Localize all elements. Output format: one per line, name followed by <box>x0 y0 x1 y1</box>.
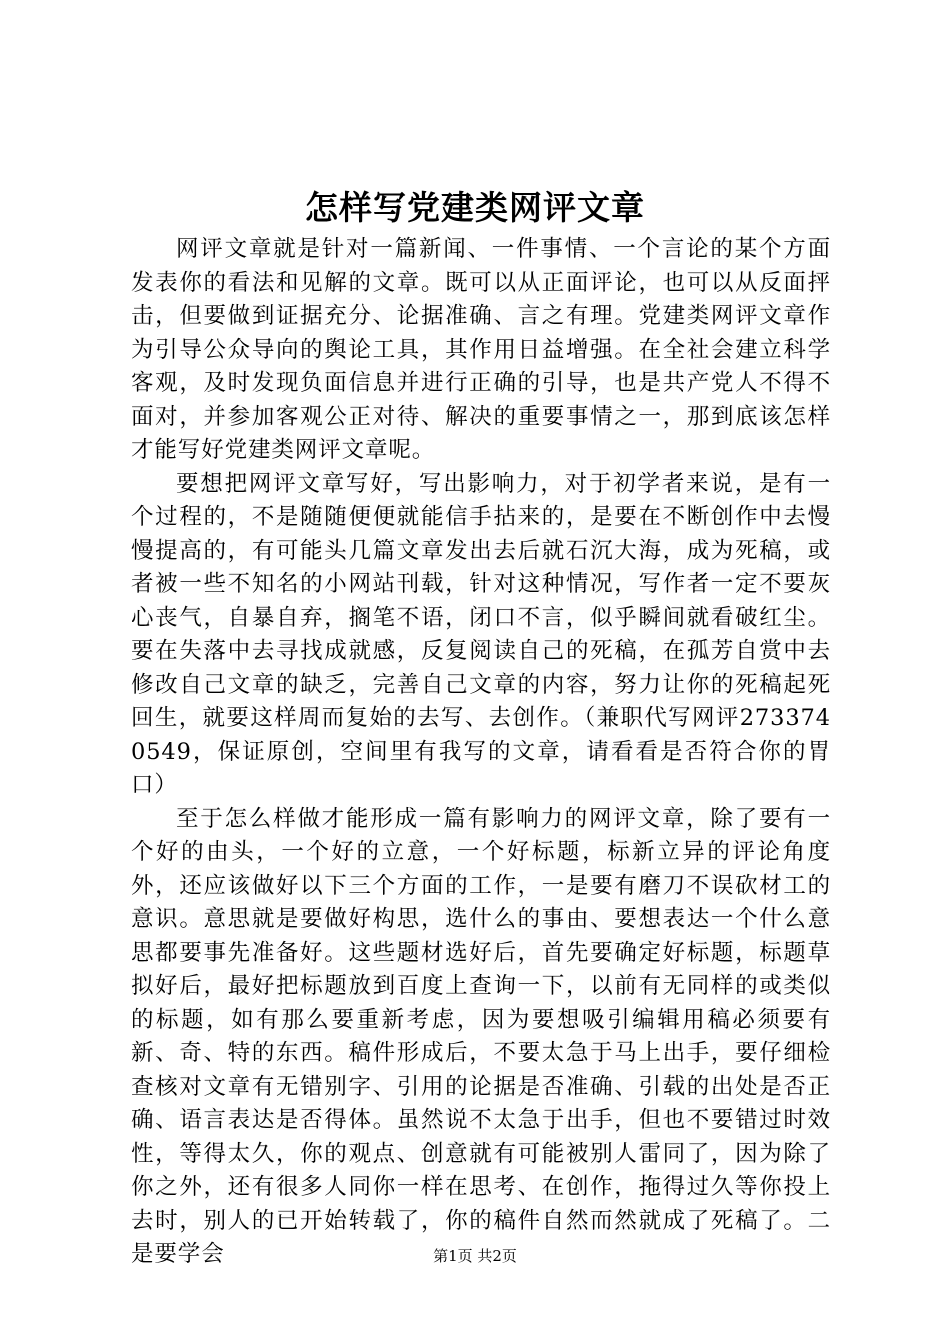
paragraph: 要想把网评文章写好，写出影响力，对于初学者来说，是有一个过程的，不是随随便便就能信手拈来的，是要在不断创作中去慢慢提高的，有可能头几篇文章发出去后就石沉大海，成为死稿，或者被一些不知名的小网站刊载，针对这种情况，写作者一定不要灰心丧气，自暴自弃，搁笔不语，闭口不言，似乎瞬间就看破红尘。要在失落中去寻找成就感，反复阅读自己的死稿，在孤芳自赏中去修改自己文章的缺乏，完善自己文章的内容，努力让你的死稿起死回生，就要这样周而复始的去写、去创作。（兼职代写网评2733740549，保证原创，空间里有我写的文章，请看看是否符合你的胃口） <box>131 470 831 798</box>
paragraph: 至于怎么样做才能形成一篇有影响力的网评文章，除了要有一个好的由头，一个好的立意，一个好标题，标新立异的评论角度外，还应该做好以下三个方面的工作，一是要有磨刀不误砍材工的意识。意思就是要做好构思，选什么的事由、要想表达一个什么意思都要事先准备好。这些题材选好后，首先要确定好标题，标题草拟好后，最好把标题放到百度上查询一下，以前有无同样的或类似的标题，如有那么要重新考虑，因为要想吸引编辑用稿必须要有新、奇、特的东西。稿件形成后，不要太急于马上出手，要仔细检查核对文章有无错别字、引用的论据是否准确、引载的出处是否正确、语言表达是否得体。虽然说不太急于出手，但也不要错过时效性，等得太久，你的观点、创意就有可能被别人雷同了，因为除了你之外，还有很多人同你一样在思考、在创作，拖得过久等你投上去时，别人的已开始转载了，你的稿件自然而然就成了死稿了。二是要学会 <box>131 805 831 1267</box>
paragraph: 网评文章就是针对一篇新闻、一件事情、一个言论的某个方面发表你的看法和见解的文章。既可以从正面评论，也可以从反面抨击，但要做到证据充分、论据准确、言之有理。党建类网评文章作为引导公众导向的舆论工具，其作用日益增强。在全社会建立科学客观，及时发现负面信息并进行正确的引导，也是共产党人不得不面对，并参加客观公正对待、解决的重要事情之一，那到底该怎样才能写好党建类网评文章呢。 <box>131 236 831 463</box>
page-number-footer: 第1页 共2页 <box>433 1247 517 1265</box>
document-title: 怎样写党建类网评文章 <box>305 188 645 227</box>
document-body <box>131 233 831 1272</box>
